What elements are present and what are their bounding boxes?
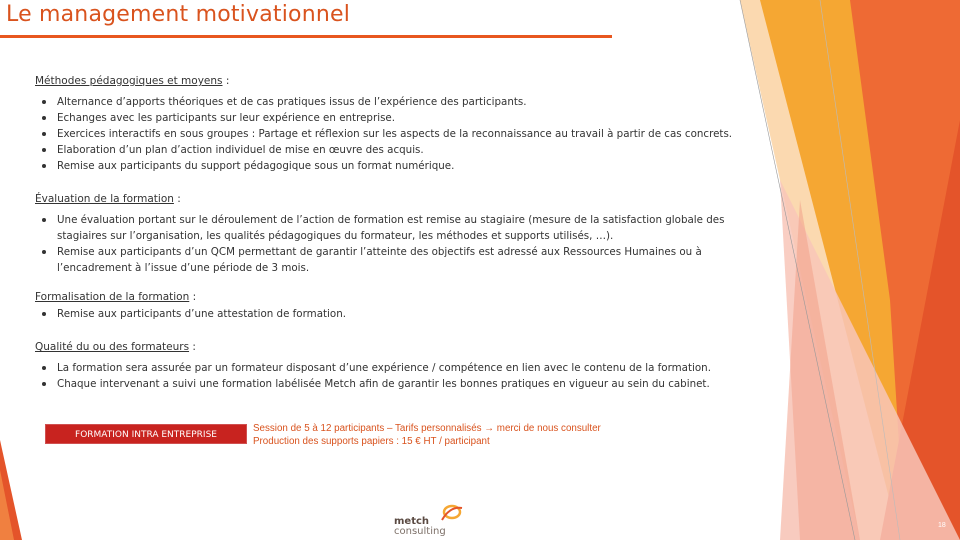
- section-heading-evaluation: [35, 193, 181, 205]
- metch-consulting-logo: [392, 500, 466, 540]
- section-heading-text: Formalisation de la formation: [35, 291, 190, 303]
- section-heading-formalisation: [35, 291, 196, 303]
- formalisation-list: [40, 306, 346, 322]
- list-item: La formation sera assurée par un formateur disposant d’une expérience / compétence en lien avec le contenu de la formation.: [40, 360, 711, 376]
- section-heading-colon: :: [189, 341, 196, 353]
- section-heading-text: Qualité du ou des formateurs: [35, 341, 190, 353]
- evaluation-list: [40, 212, 765, 276]
- list-item: Remise aux participants d’une attestation de formation.: [40, 306, 346, 322]
- section-heading-text: Méthodes pédagogiques et moyens: [35, 75, 223, 87]
- list-item: Remise aux participants d’un QCM permettant de garantir l’atteinte des objectifs est adressé aux Ressources Humaines ou à l’encadrement à l’issue d’une période de 3 mois.: [40, 244, 765, 276]
- title-underline: [0, 35, 612, 38]
- list-item: Chaque intervenant a suivi une formation labélisée Metch afin de garantir les bonnes pratiques en vigueur au sein du cabinet.: [40, 376, 711, 392]
- page-title: Le management motivationnel: [6, 2, 351, 27]
- session-line-production: Production des supports papiers : 15 € HT / participant: [253, 436, 490, 447]
- methods-list: [40, 94, 732, 174]
- page-number: 18: [938, 522, 946, 529]
- list-item: Echanges avec les participants sur leur expérience en entreprise.: [40, 110, 732, 126]
- list-item: Elaboration d’un plan d’action individuel de mise en œuvre des acquis.: [40, 142, 732, 158]
- list-item: Une évaluation portant sur le déroulement de l’action de formation est remise au stagiaire (mesure de la satisfaction globale des stagiaires sur l’organisation, les qualités pédagogiques du formateur, les méthodes et supports utilisés, …).: [40, 212, 765, 244]
- logo-word-consulting: consulting: [394, 526, 446, 537]
- section-heading-text: Évaluation de la formation: [35, 193, 174, 205]
- section-heading-methods: [35, 75, 229, 87]
- list-item: Remise aux participants du support pédagogique sous un format numérique.: [40, 158, 732, 174]
- session-line-participants: Session de 5 à 12 participants – Tarifs personnalisés → merci de nous consulter: [253, 423, 601, 434]
- formation-intra-button[interactable]: FORMATION INTRA ENTREPRISE: [45, 424, 247, 444]
- list-item: Alternance d’apports théoriques et de cas pratiques issus de l’expérience des participants.: [40, 94, 732, 110]
- section-heading-trainers: [35, 341, 196, 353]
- list-item: Exercices interactifs en sous groupes : Partage et réflexion sur les aspects de la reconnaissance au travail à partir de cas concrets.: [40, 126, 732, 142]
- session-info: [253, 422, 601, 448]
- section-heading-colon: :: [189, 291, 197, 303]
- logo-word-metch: metch: [394, 516, 430, 527]
- section-heading-colon: :: [173, 193, 181, 205]
- trainers-list: [40, 360, 711, 392]
- section-heading-colon: :: [222, 75, 230, 87]
